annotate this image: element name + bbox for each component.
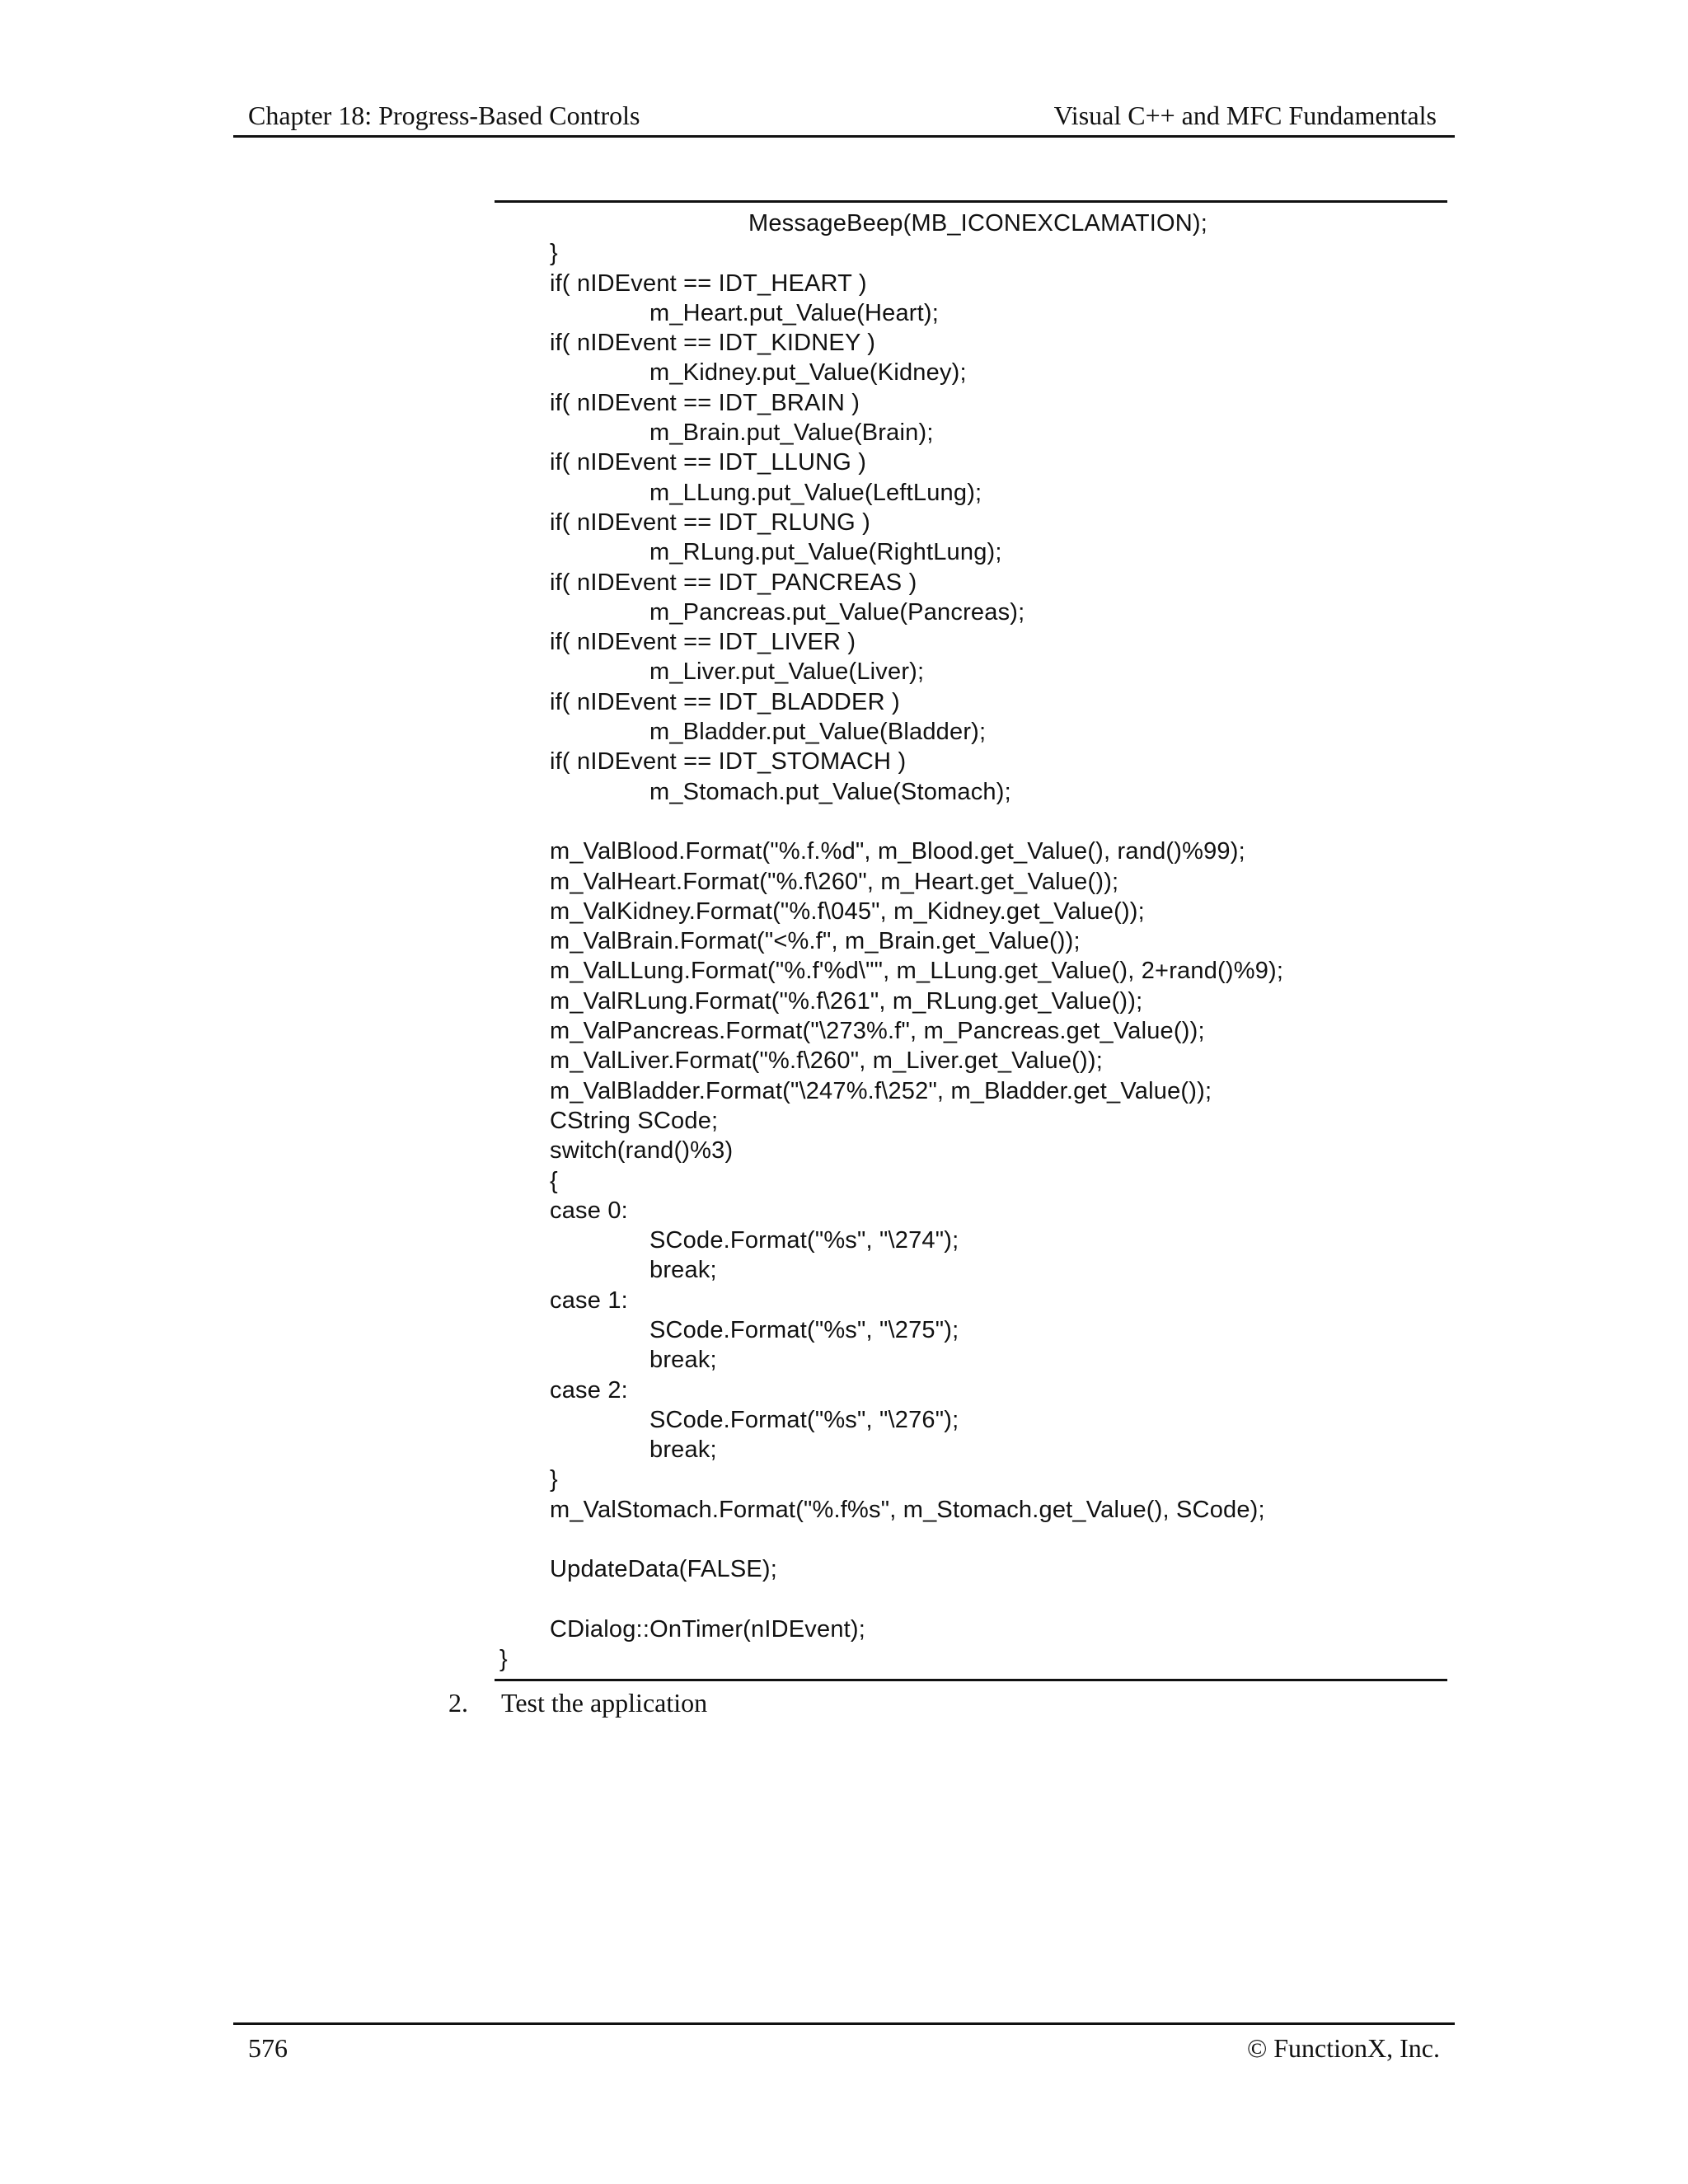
code-line: m_Heart.put_Value(Heart); (649, 299, 940, 326)
code-line: CString SCode; (550, 1107, 719, 1134)
code-line: } (499, 1646, 508, 1673)
code-line: m_LLung.put_Value(LeftLung); (649, 479, 982, 506)
code-lines (495, 209, 1283, 1675)
code-line: if( nIDEvent == IDT_STOMACH ) (550, 748, 907, 776)
code-line: m_Liver.put_Value(Liver); (649, 658, 925, 686)
code-line: break; (649, 1257, 717, 1284)
code-line: break; (649, 1436, 717, 1464)
code-line: MessageBeep(MB_ICONEXCLAMATION); (748, 210, 1208, 237)
code-line: SCode.Format("%s", "\275"); (649, 1316, 959, 1343)
code-line: m_Kidney.put_Value(Kidney); (649, 359, 967, 387)
code-line: if( nIDEvent == IDT_LIVER ) (550, 629, 856, 656)
code-line: CDialog::OnTimer(nIDEvent); (550, 1615, 866, 1643)
header-book-title: Visual C++ and MFC Fundamentals (1053, 101, 1437, 130)
code-line: if( nIDEvent == IDT_RLUNG ) (550, 509, 870, 536)
copyright-notice: © FunctionX, Inc. (1246, 2033, 1440, 2063)
code-line: m_Stomach.put_Value(Stomach); (649, 778, 1011, 805)
code-line (495, 1525, 1283, 1554)
code-line: m_ValBrain.Format("<%.f", m_Brain.get_Value()); (550, 928, 1081, 955)
code-line: m_RLung.put_Value(RightLung); (649, 539, 1002, 566)
code-line: m_ValBlood.Format("%.f.%d", m_Blood.get_Value(), rand()%99); (550, 838, 1245, 865)
code-line: } (550, 1466, 558, 1493)
code-line: if( nIDEvent == IDT_BLADDER ) (550, 688, 900, 715)
code-line: SCode.Format("%s", "\274"); (649, 1227, 959, 1254)
step-item (448, 1686, 707, 1719)
code-line: m_Brain.put_Value(Brain); (649, 419, 934, 447)
code-line: if( nIDEvent == IDT_HEART ) (550, 269, 867, 297)
code-line: if( nIDEvent == IDT_PANCREAS ) (550, 569, 917, 596)
code-listing (495, 200, 1447, 1681)
code-line: m_ValPancreas.Format("\273%.f", m_Pancreas.get_Value()); (550, 1018, 1205, 1045)
code-line: if( nIDEvent == IDT_KIDNEY ) (550, 330, 876, 357)
header-chapter-title: Chapter 18: Progress-Based Controls (248, 101, 640, 130)
code-line: break; (649, 1347, 717, 1374)
code-line: m_ValKidney.Format("%.f\045", m_Kidney.get_Value()); (550, 898, 1145, 925)
code-line: case 0: (550, 1197, 628, 1224)
code-line (495, 807, 1283, 837)
code-line: m_Pancreas.put_Value(Pancreas); (649, 598, 1025, 626)
code-line: m_Bladder.put_Value(Bladder); (649, 719, 987, 746)
code-line (495, 1585, 1283, 1615)
code-line: } (550, 240, 558, 267)
code-line: m_ValBladder.Format("\247%.f\252", m_Bladder.get_Value()); (550, 1077, 1212, 1104)
code-line: m_ValLLung.Format("%.f'%d\"", m_LLung.get_Value(), 2+rand()%9); (550, 958, 1284, 985)
code-line: case 1: (550, 1286, 628, 1314)
code-line: { (550, 1167, 558, 1194)
page-number: 576 (248, 2033, 288, 2063)
step-number: 2. (448, 1688, 468, 1718)
code-line: m_ValRLung.Format("%.f\261", m_RLung.get_Value()); (550, 987, 1143, 1015)
code-line: SCode.Format("%s", "\276"); (649, 1406, 959, 1433)
code-line: UpdateData(FALSE); (550, 1556, 778, 1583)
code-line: m_ValLiver.Format("%.f\260", m_Liver.get_Value()); (550, 1047, 1103, 1075)
code-line: switch(rand()%3) (550, 1137, 734, 1165)
step-text: Test the application (501, 1688, 708, 1718)
code-line: if( nIDEvent == IDT_LLUNG ) (550, 449, 867, 476)
code-line: if( nIDEvent == IDT_BRAIN ) (550, 389, 860, 416)
page-footer (233, 2022, 1455, 2066)
code-line: m_ValHeart.Format("%.f\260", m_Heart.get_Value()); (550, 868, 1119, 895)
code-line: case 2: (550, 1376, 628, 1404)
page-header (233, 97, 1455, 138)
code-line: m_ValStomach.Format("%.f%s", m_Stomach.get_Value(), SCode); (550, 1496, 1265, 1523)
